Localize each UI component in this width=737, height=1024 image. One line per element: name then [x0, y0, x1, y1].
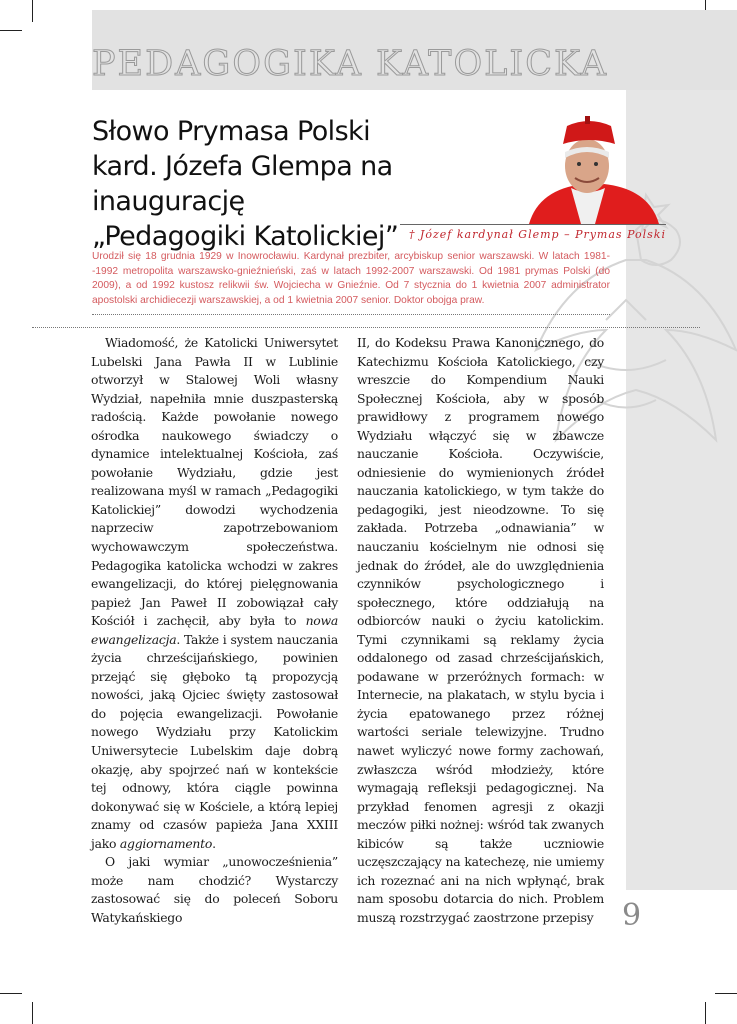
title-line: kard. Józefa Glempa na inaugurację: [92, 151, 393, 217]
crop-mark: [32, 0, 33, 22]
caption-rule: [400, 224, 666, 225]
crop-mark: [0, 30, 22, 31]
paragraph: O jaki wymiar „unowocześnienia” może nam chodzić? Wystarczy zastosować się do poleceń Soboru Watykańskiego: [91, 854, 338, 925]
crop-mark: [715, 993, 737, 994]
dotted-divider: [92, 314, 610, 315]
text-column-left: [91, 334, 338, 928]
page-number: 9: [622, 898, 642, 933]
crop-mark: [0, 993, 22, 994]
paragraph: [91, 334, 338, 853]
dotted-divider: [32, 327, 700, 328]
paragraph: II, do Kodeksu Prawa Kanonicznego, do Katechizmu Kościoła Katolickiego, czy wreszcie do Kompendium Nauki Społecznej Kościoła, aby w sposób prawidłowy z programem nowego Wydziału włączyć się w zbawcze nauczanie Kościoła. Oczywiście, odniesienie do wymienionych źródeł nauczania katolickiego, w tym także do pedagogiki, jest nieodzowne. To się zakłada. Potrzeba „odnawiania” w nauczaniu kościelnym nie odnosi się jednak do źródeł, ale do uwzględnienia czynników psychologicznego i społecznego, które oddziałują na odbiorców nauki o życiu katolickim. Tymi czynnikami są reklamy życia oddalonego od zasad chrześcijańskich, podawane w przeróżnych formach: w Internecie, na plakatach, w stylu bycia i życia epatowanego przez różnej wartości seriale telewizyjne. Trudno nawet wyliczyć nowe formy zachowań, zwłaszcza wśród młodzieży, które wymagają refleksji pedagogicznej. Na przykład fenomen agresji z okazji meczów piłki nożnej: wśród tak zwanych kibiców są także uczniowie uczęszczający na katechezę, nie umiemy ich rozeznać ani na nich wpłynąć, brak nam sposobu dotarcia do nich. Problem muszą rozstrzygać zaostrzone przepisy: [357, 335, 604, 925]
title-line: „Pedagogiki Katolickiej”: [92, 221, 399, 252]
crop-mark: [705, 1002, 706, 1024]
emphasis: nowa ewangelizacja: [91, 613, 338, 647]
cardinal-portrait-image: [519, 114, 664, 224]
text-run: Wiadomość, że Katolicki Uniwersytet Lubelski Jana Pawła II w Lublinie otworzył w Stalowej Woli własny Wydział, napełniła mnie duszpasterską radością. Każde powołanie nowego ośrodka naukowego świadczy o dynamice intelektualnej Kościoła, zaś powołanie Wydziału, gdzie jest realizowana myśl w ramach „Pedagogiki Katolickiej” dowodzi wychodzenia naprzeciw zapotrzebowaniom wychowawczym społeczeństwa. Pedagogika katolicka wchodzi w zakres ewangelizacji, do której pielęgnowania papież Jan Paweł II zobowiązał cały Kościół i zachęcił, aby była to: [91, 335, 338, 629]
photo-caption: † Józef kardynał Glemp – Prymas Polski: [408, 228, 666, 241]
title-line: Słowo Prymasa Polski: [92, 116, 370, 147]
text-run: .: [212, 835, 216, 851]
text-run: . Także i system nauczania życia chrześcijańskiego, powinien przejąć się głęboko tą propozycją nowości, jaką Ojciec święty zastosował do pojęcia ewangelizacji. Powołanie nowego Wydziału przy Katolickim Uniwersytecie Lubelskim daje dobrą okazję, aby spojrzeć nań w kontekście tej odnowy, która ciągle powinna dokonywać się w Kościele, a którą lepiej znamy od czasów papieża Jana XXIII jako: [91, 631, 338, 851]
section-title: PEDAGOGIKA KATOLICKA: [92, 44, 608, 84]
emphasis: aggiornamento: [119, 835, 213, 851]
author-bio: Urodził się 18 grudnia 1929 w Inowrocławiu. Kardynał prezbiter, arcybiskup senior warszawski. W latach 1981--1992 metropolita warszawsko-gnieźnieński, zaś w latach 1992-2007 warszawski. Od 1981 prymas Polski (do 2009), a od 1992 kustosz relikwii św. Wojciecha w Gnieźnie. Od 7 stycznia do 1 kwietnia 2007 administrator apostolski archidiecezji warszawskiej, a od 1 kwietnia 2007 senior. Doktor obojga praw.: [92, 251, 610, 306]
text-column-right: [357, 334, 604, 928]
crop-mark: [32, 1002, 33, 1024]
